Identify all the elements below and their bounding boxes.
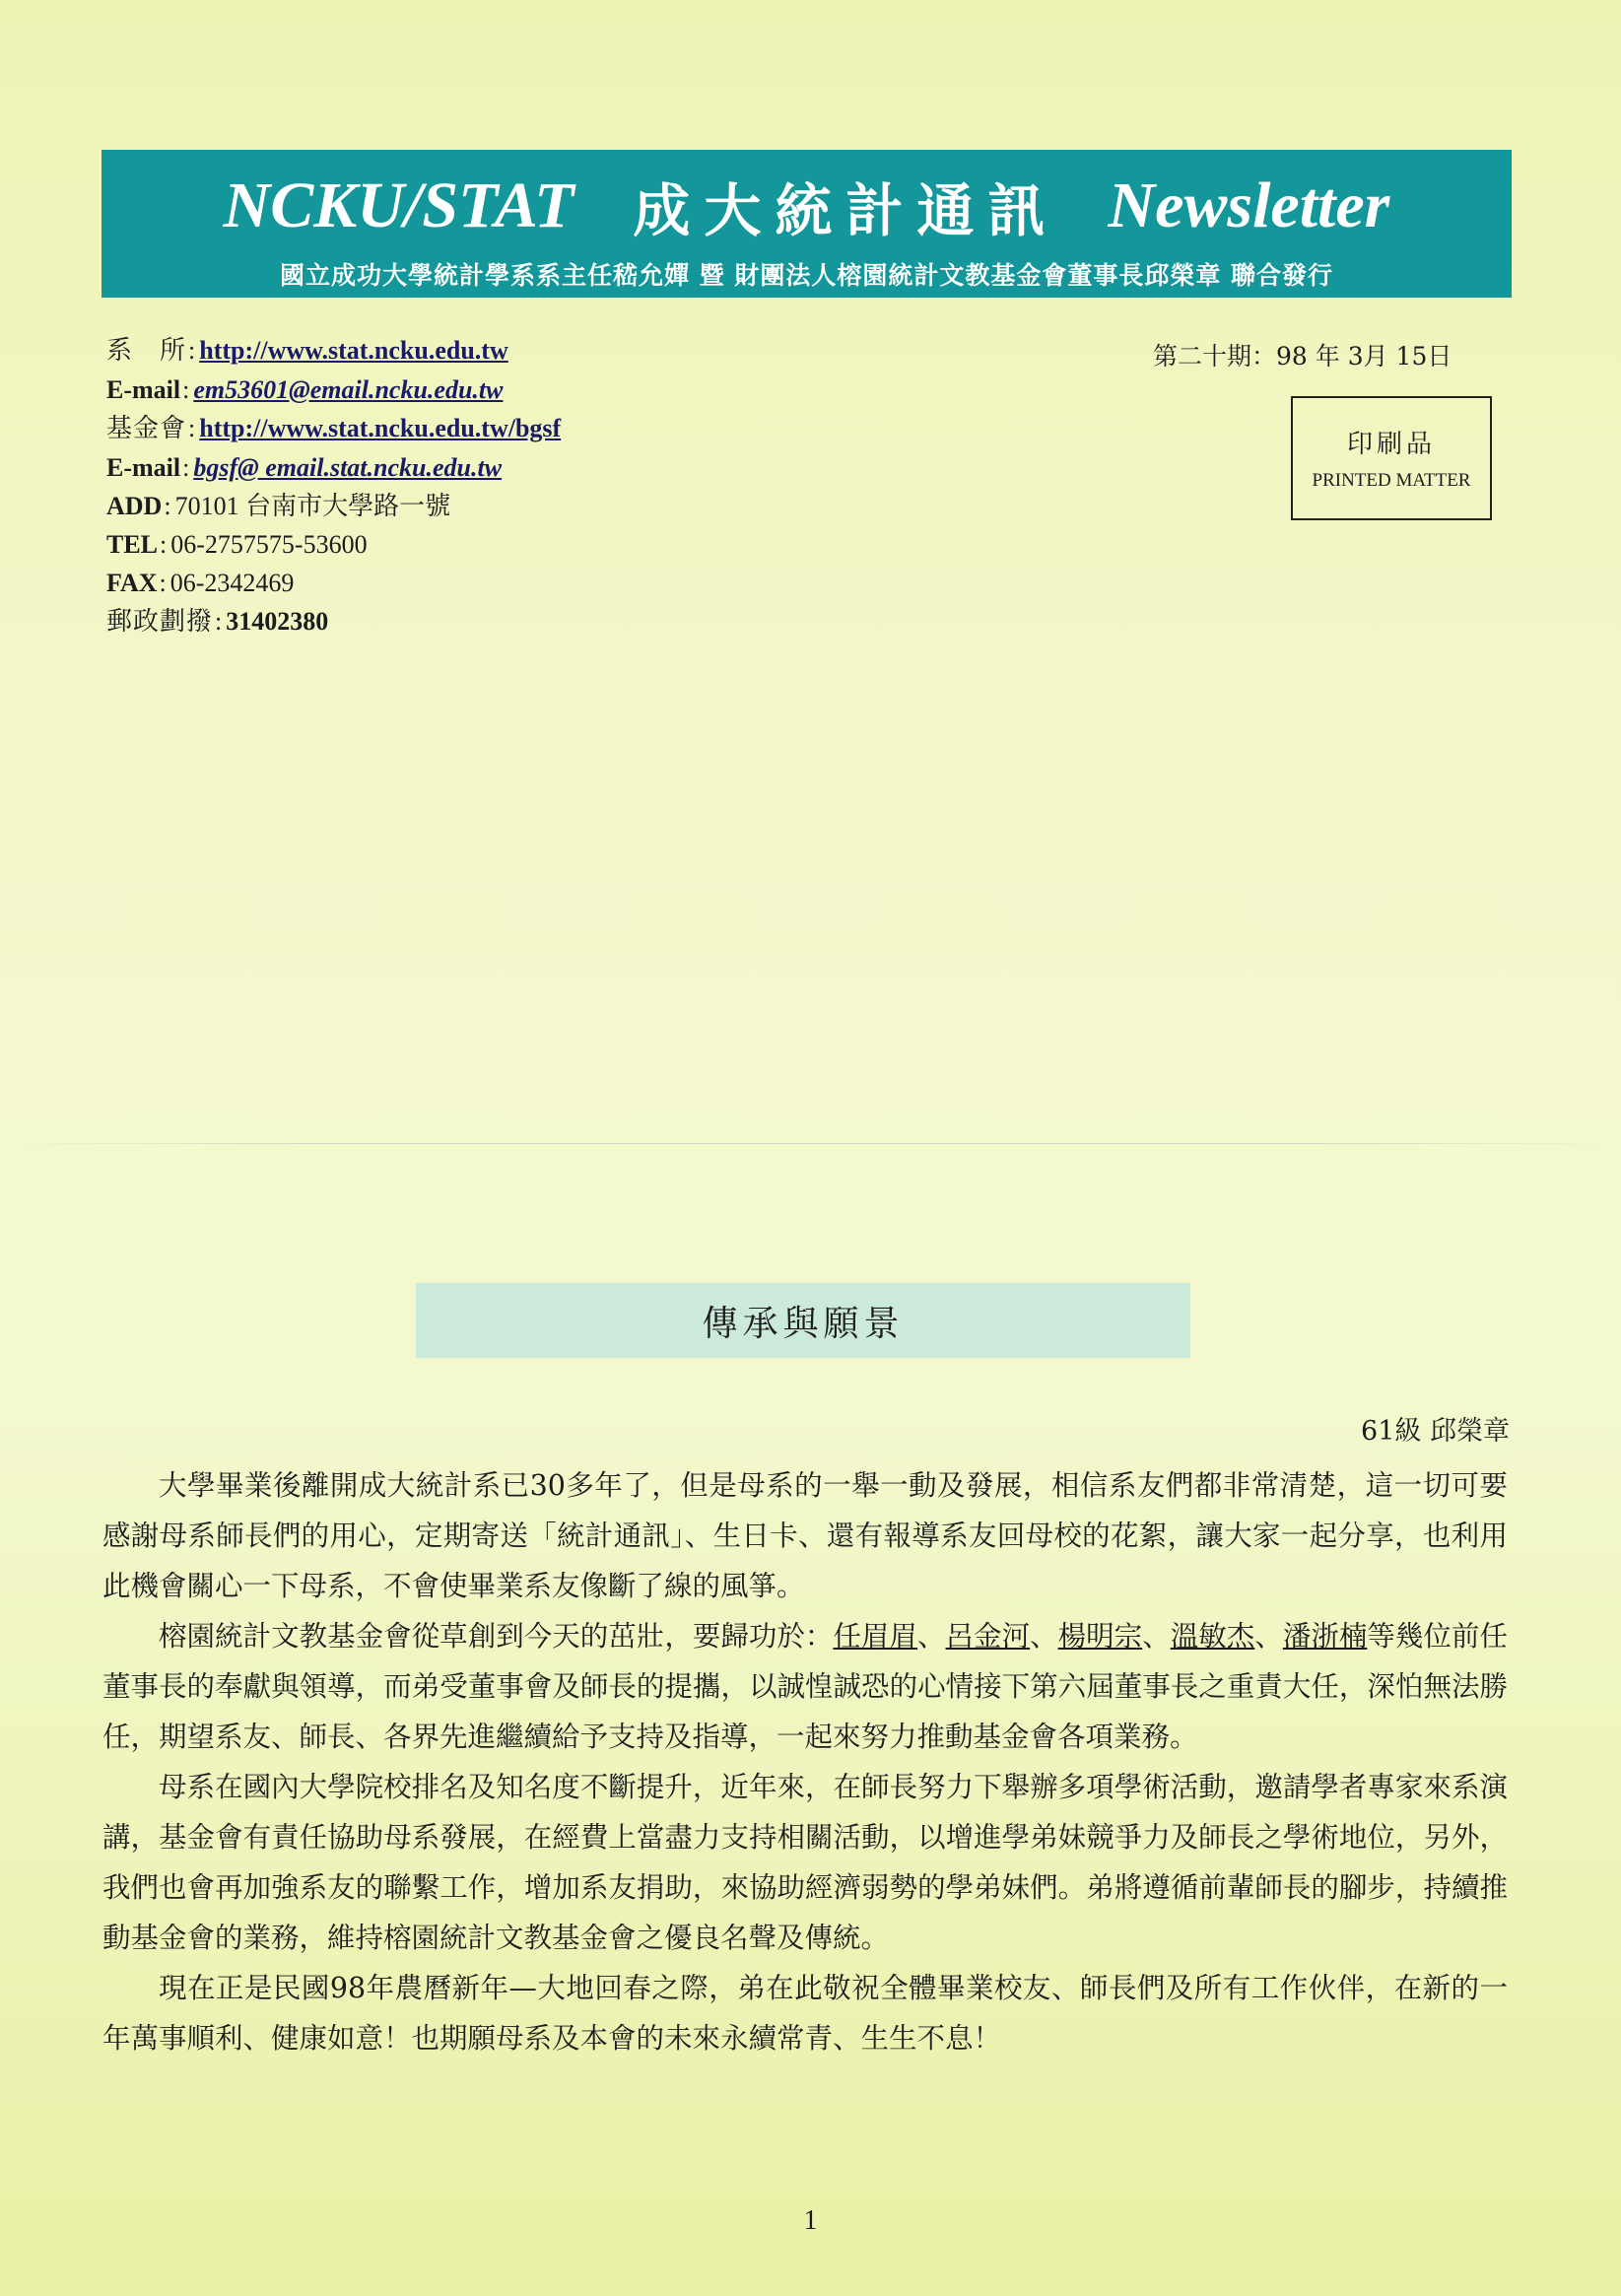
article-author: 61級 邱榮章 [1361, 1416, 1510, 1447]
printed-matter-zh: 印刷品 [1346, 430, 1436, 459]
paragraph-2 [102, 1611, 1508, 1762]
paragraph-1: 大學畢業後離開成大統計系已30多年了，但是母系的一舉一動及發展，相信系友們都非常清楚，這一切可要感謝母系師長們的用心，定期寄送「統計通訊」、生日卡、還有報導系友回母校的花絮，讓大家一起分享，也利用此機會關心一下母系，不會使畢業系友像斷了線的風箏。 [102, 1469, 1508, 1602]
issue-date: 第二十期：98 年 3月 15日 [1153, 342, 1452, 371]
contact-address-row: ADD : 70101 台南市大學路一號 [106, 487, 561, 525]
name-sep: 、 [1142, 1620, 1171, 1653]
printed-matter-en: PRINTED MATTER [1312, 470, 1471, 491]
fax-value: 06-2342469 [169, 569, 295, 597]
article-title: 傳承與願景 [416, 1283, 1190, 1358]
dept-label: 系 所 [106, 336, 187, 366]
contact-postal-row: 郵政劃撥 : 31402380 [106, 602, 561, 642]
address-label: ADD [106, 492, 163, 520]
contact-tel-row: TEL : 06-2757575-53600 [106, 525, 561, 564]
email2-label: E-mail [106, 453, 181, 482]
contact-email1-row: E-mail : em53601@email.ncku.edu.tw [106, 371, 561, 409]
postal-value: 31402380 [226, 607, 329, 636]
paragraph-3: 母系在國內大學院校排名及知名度不斷提升，近年來，在師長努力下舉辦多項學術活動，邀請學者專家來系演講，基金會有責任協助母系發展，在經費上當盡力支持相關活動，以增進學弟妹競爭力及師長之學術地位，另外，我們也會再加強系友的聯繫工作，增加系友捐助，來協助經濟弱勢的學弟妹們。弟將遵循前輩師長的腳步，持續推動基金會的業務，維持榕園統計文教基金會之優良名聲及傳統。 [102, 1771, 1508, 1954]
name-sep: 、 [917, 1620, 946, 1653]
printed-matter-box [1291, 396, 1492, 520]
masthead-title-zh: 成大統計通訊 [633, 177, 1059, 244]
name-sep: 、 [1030, 1620, 1058, 1653]
name-sep: 、 [1254, 1620, 1283, 1653]
name-ren: 任眉眉 [833, 1620, 917, 1653]
masthead-title-en-right: Newsletter [1108, 169, 1390, 241]
paragraph-4: 現在正是民國98年農曆新年—大地回春之際，弟在此敬祝全體畢業校友、師長們及所有工作伙伴，在新的一年萬事順利、健康如意！也期願母系及本會的未來永續常青、生生不息！ [102, 1972, 1508, 2055]
contact-dept-row: 系 所 : http://www.stat.ncku.edu.tw [106, 331, 561, 371]
masthead-banner [101, 150, 1512, 298]
masthead-title [101, 162, 1512, 250]
foundation-url-link[interactable]: http://www.stat.ncku.edu.tw/bgsf [199, 414, 562, 442]
email1-label: E-mail [106, 375, 181, 404]
p2-end: 等幾位前任董事長的奉獻與領導，而弟受董事會及師長的提攜，以誠惶誠恐的心情接下第六屆董事長之重責大任，深怕無法勝任，期望系友、師長、各界先進繼續給予支持及指導，一起來努力推動基金會各項業務。 [102, 1620, 1508, 1753]
p2-start: 榕園統計文教基金會從草創到今天的茁壯，要歸功於： [159, 1620, 834, 1653]
article-body [102, 1460, 1508, 2063]
contact-fax-row: FAX : 06-2342469 [106, 564, 561, 602]
email2-link[interactable]: bgsf@ email.stat.ncku.edu.tw [193, 453, 503, 482]
tel-label: TEL [106, 530, 159, 559]
dept-url-link[interactable]: http://www.stat.ncku.edu.tw [199, 336, 508, 365]
postal-label: 郵政劃撥 [106, 607, 214, 637]
email1-link[interactable]: em53601@email.ncku.edu.tw [193, 375, 504, 404]
masthead-subtitle: 國立成功大學統計學系系主任嵇允嬋 暨 財團法人榕園統計文教基金會董事長邱榮章 聯合發行 [279, 261, 1334, 290]
name-lu: 呂金河 [945, 1620, 1031, 1653]
name-yang: 楊明宗 [1057, 1620, 1143, 1653]
masthead-title-en-left: NCKU/STAT [223, 169, 574, 241]
name-pan: 潘浙楠 [1282, 1620, 1368, 1653]
contact-foundation-row: 基金會 : http://www.stat.ncku.edu.tw/bgsf [106, 409, 561, 448]
contact-info [106, 331, 561, 642]
fax-label: FAX [106, 569, 158, 597]
fold-line [0, 1143, 1621, 1144]
tel-value: 06-2757575-53600 [170, 530, 368, 559]
address-value: 70101 台南市大學路一號 [174, 492, 451, 520]
contact-email2-row: E-mail : bgsf@ email.stat.ncku.edu.tw [106, 448, 561, 487]
name-wen: 溫敏杰 [1170, 1620, 1255, 1653]
foundation-label: 基金會 [106, 414, 187, 443]
page-number: 1 [803, 2205, 818, 2236]
